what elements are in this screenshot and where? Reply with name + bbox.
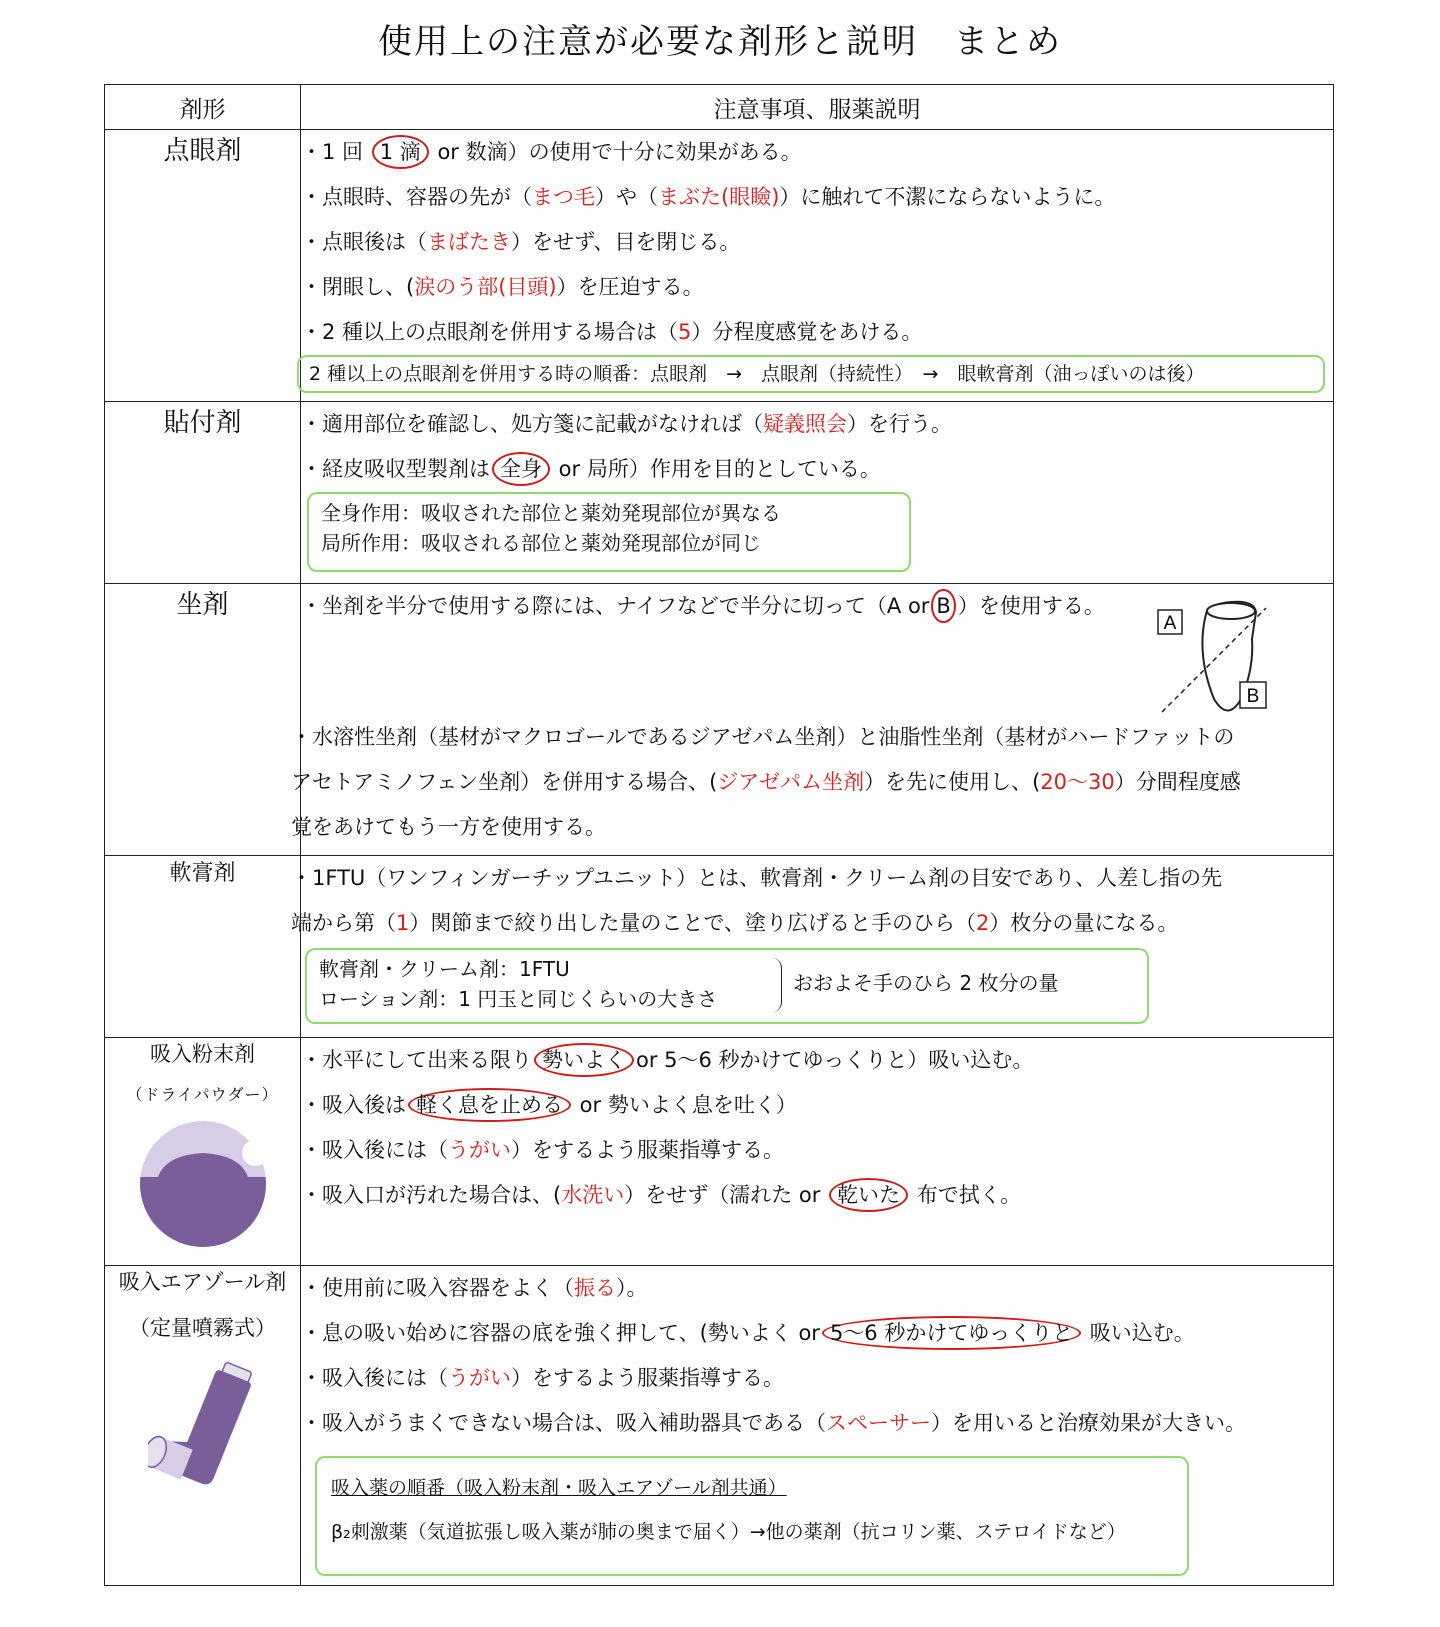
- eye-line-5: ・2 種以上の点眼剤を併用する場合は（5）分程度感覚をあける。: [301, 320, 923, 344]
- label-a: A: [1163, 613, 1177, 634]
- patch-line-2: ・経皮吸収型製剤は 全身 or 局所）作用を目的としている。: [301, 447, 1333, 492]
- ointment-paragraph: ・1FTU（ワンフィンガーチップユニット）とは、軟膏剤・クリーム剤の目安であり、人差し指の先 端から第（1）関節まで絞り出した量のことで、塗り広げると手のひら（2）枚分の量になる。: [291, 866, 1223, 935]
- label-b: B: [1246, 686, 1260, 707]
- patch-line-1: ・適用部位を確認し、処方箋に記載がなければ（疑義照会）を行う。: [301, 412, 952, 436]
- brace: [771, 958, 782, 1012]
- eye-line-3: ・点眼後は（まばたき）をせず、目を閉じる。: [301, 230, 741, 254]
- inhaler-order-box: [315, 1456, 1189, 1576]
- patch-local-note: 局所作用：吸収される部位と薬効発現部位が同じ: [321, 531, 761, 555]
- dpi-line-2: ・吸入後は 軽く息を止める or 勢いよく息を吐く）: [301, 1083, 1333, 1128]
- eye-line-1: ・1 回 1 滴 or 数滴）の使用で十分に効果がある。: [301, 130, 1333, 175]
- patch-systemic-note: 全身作用：吸収された部位と薬効発現部位が異なる: [321, 501, 781, 525]
- inhaler-order-title: 吸入薬の順番（吸入粉末剤・吸入エアゾール剤共通）: [331, 1477, 787, 1499]
- ointment-lotion-note: ローション剤：1 円玉と同じくらいの大きさ: [319, 987, 718, 1011]
- row-aerosol: [105, 1266, 1334, 1586]
- page-title: 使用上の注意が必要な剤形と説明 まとめ: [378, 22, 1062, 62]
- summary-table: [104, 84, 1334, 1586]
- ointment-cream-note: 軟膏剤・クリーム剤：1FTU: [319, 957, 570, 981]
- mdi-line-3: ・吸入後には（うがい）をするよう服薬指導する。: [301, 1366, 784, 1390]
- dpi-line-4: ・吸入口が汚れた場合は、(水洗い）をせず（濡れた or 乾いた 布で拭く。: [301, 1173, 1333, 1218]
- row-eye-drops: [105, 130, 1334, 402]
- form-name-patch: 貼付剤: [163, 408, 242, 438]
- form-name-eye: 点眼剤: [163, 136, 242, 166]
- form-sub-dpi: （ドライパウダー）: [126, 1085, 279, 1104]
- inhaler-order-detail: β₂刺激薬（気道拡張し吸入薬が肺の奥まで届く）→他の薬剤（抗コリン薬、ステロイドなど）: [331, 1521, 1126, 1543]
- form-sub-mdi: （定量噴霧式）: [129, 1316, 276, 1340]
- eye-line-4: ・閉眼し、(涙のう部(目頭)）を圧迫する。: [301, 275, 704, 299]
- eye-line-2: ・点眼時、容器の先が（まつ毛）や（まぶた(眼瞼)）に触れて不潔にならないように。: [301, 185, 1116, 209]
- ointment-palm-note: おおよそ手のひら 2 枚分の量: [793, 971, 1059, 995]
- mdi-line-2: ・息の吸い始めに容器の底を強く押して、(勢いよく or 5～6 秒かけてゆっくりと 吸い込む。: [301, 1311, 1333, 1356]
- supp-line-1: ・坐剤を半分で使用する際には、ナイフなどで半分に切って（A or B ）を使用する。: [301, 584, 1333, 629]
- suppository-diagram: [1156, 594, 1286, 719]
- header-dosage-form: 剤形: [105, 85, 301, 130]
- ointment-amount-box: [305, 948, 1149, 1024]
- patch-action-box: [307, 492, 911, 572]
- eye-order-box: 2 種以上の点眼剤を併用する時の順番：点眼剤 → 点眼剤（持続性） → 眼軟膏剤（油っぽいのは後）: [297, 355, 1325, 393]
- aerosol-inhaler-image: [148, 1352, 258, 1502]
- mdi-line-1: ・使用前に吸入容器をよく（振る）。: [301, 1276, 648, 1300]
- row-dry-powder: [105, 1038, 1334, 1266]
- supp-paragraph: ・水溶性坐剤（基材がマクロゴールであるジアゼパム坐剤）と油脂性坐剤（基材がハードファットの アセトアミノフェン坐剤）を併用する場合、(ジアゼパム坐剤）を先に使用し、(20～30）分間程度感 覚をあけてもう一方を使用する。: [291, 725, 1241, 839]
- form-name-ointment: 軟膏剤: [169, 861, 236, 886]
- form-name-dpi: 吸入粉末剤: [150, 1042, 255, 1066]
- form-name-suppository: 坐剤: [176, 590, 229, 620]
- row-ointment: [105, 856, 1334, 1038]
- header-notes: 注意事項、服薬説明: [301, 85, 1334, 130]
- dpi-line-3: ・吸入後には（うがい）をするよう服薬指導する。: [301, 1138, 784, 1162]
- dry-powder-inhaler-image: [138, 1119, 268, 1249]
- form-name-mdi: 吸入エアゾール剤: [118, 1270, 287, 1294]
- row-patch: [105, 402, 1334, 584]
- dpi-line-1: ・水平にして出来る限り 勢いよく or 5～6 秒かけてゆっくりと）吸い込む。: [301, 1038, 1333, 1083]
- row-suppository: [105, 584, 1334, 856]
- mdi-line-4: ・吸入がうまくできない場合は、吸入補助器具である（スペーサー）を用いると治療効果が大きい。: [301, 1411, 1246, 1435]
